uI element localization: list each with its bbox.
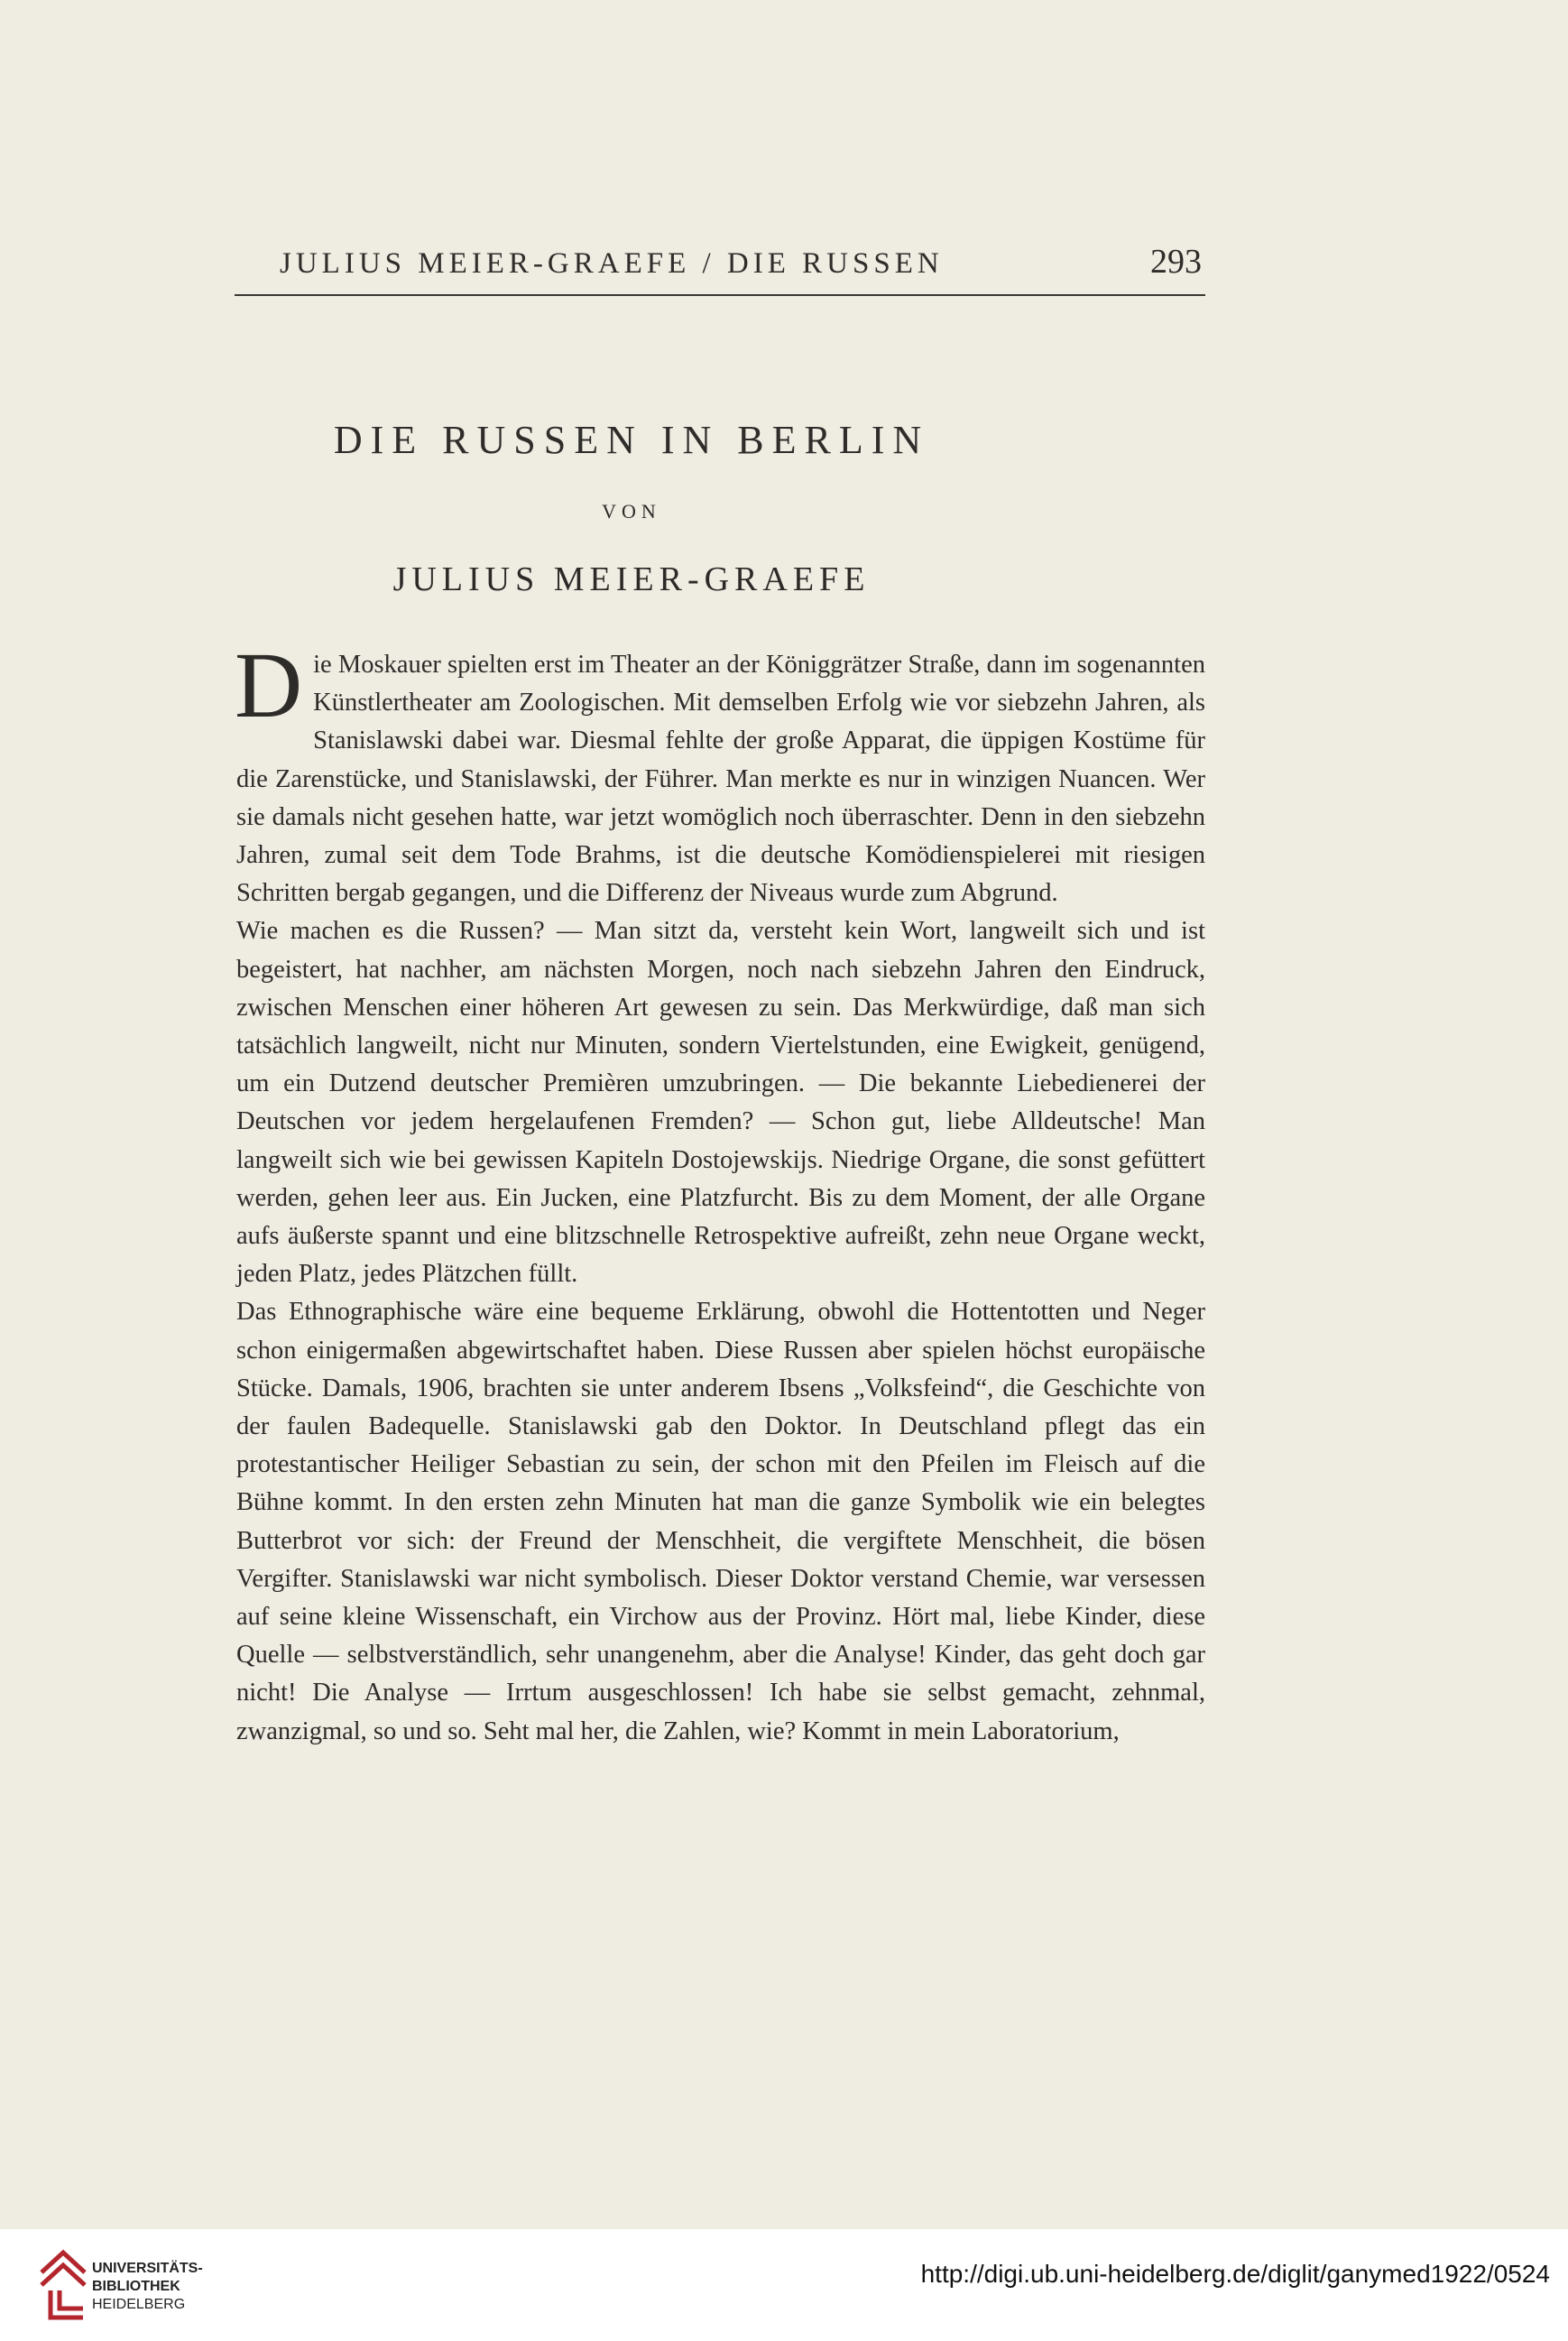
running-head (235, 242, 1205, 298)
article-title: DIE RUSSEN IN BERLIN (333, 418, 930, 462)
article-author: JULIUS MEIER-GRAEFE (392, 560, 871, 598)
paragraph-2: Wie machen es die Russen? — Man sitzt da, versteht kein Wort, langweilt sich und ist begeistert, hat nachher, am nächsten Morgen, noch nach siebzehn Jahren den Eindruck, zwischen Menschen einer höheren Art gewesen zu sein. Das Merkwürdige, daß man sich tatsächlich langweilt, nicht nur Minuten, sondern Viertelstunden, eine Ewigkeit, genügend, um ein Dutzend deutscher Premièren umzubringen. — Die bekannte Liebedienerei der Deutschen vor jedem hergelaufenen Fremden? — Schon gut, liebe Alldeutsche! Man langweilt sich wie bei gewissen Kapiteln Dostojewskijs. Niedrige Organe, die sonst gefüttert werden, gehen leer aus. Ein Jucken, eine Platzfurcht. Bis zu dem Moment, der alle Organe aufs äußerste spannt und eine blitzschnelle Retrospektive aufreißt, zehn neue Organe weckt, jeden Platz, jedes Plätzchen füllt. (236, 917, 1205, 1289)
running-head-title: JULIUS MEIER-GRAEFE / DIE RUSSEN (280, 247, 944, 280)
drop-cap: D (235, 634, 303, 737)
digitization-footer (0, 2229, 1568, 2341)
article-body (235, 634, 1205, 1751)
byline-prefix: VON (602, 500, 661, 523)
library-name (92, 2260, 203, 2314)
paragraph-1 (235, 634, 1205, 912)
paragraph-1-text: ie Moskauer spielten erst im Theater an der Königgrätzer Straße, dann im sogenannten Künstlertheater am Zoologischen. Mit demselben Erfolg wie vor siebzehn Jahren, als Stanislawski dabei war. Diesmal fehlte der große Apparat, die üppigen Kostüme für die Zarenstücke, und Stanislawski, der Führer. Man merkte es nur in winzigen Nuancen. Wer sie damals nicht gesehen hatte, war jetzt womöglich noch überraschter. Denn in den siebzehn Jahren, zumal seit dem Tode Brahms, ist die deutsche Komödienspielerei mit riesigen Schritten bergab gegangen, und die Differenz der Niveaus wurde zum Abgrund. (236, 651, 1205, 908)
header-rule (235, 294, 1205, 296)
page-number: 293 (1150, 243, 1202, 281)
library-name-line-3: HEIDELBERG (92, 2297, 186, 2312)
library-name-line-1: UNIVERSITÄTS- (92, 2261, 203, 2276)
library-logo-icon (32, 2245, 90, 2321)
paragraph-3: Das Ethnographische wäre eine bequeme Erklärung, obwohl die Hottentotten und Neger schon einigermaßen abgewirtschaftet haben. Diese Russen aber spielen höchst europäische Stücke. Damals, 1906, brachten sie unter anderem Ibsens „Volksfeind“, die Geschichte von der faulen Badequelle. Stanislawski gab den Doktor. In Deutschland pflegt das ein protestantischer Heiliger Sebastian zu sein, der schon mit den Pfeilen im Fleisch auf die Bühne kommt. In den ersten zehn Minuten hat man die ganze Symbolik wie ein belegtes Butterbrot vor sich: der Freund der Menschheit, die vergiftete Menschheit, die bösen Vergifter. Stanislawski war nicht symbolisch. Dieser Doktor verstand Chemie, war versessen auf seine kleine Wissenschaft, ein Virchow aus der Provinz. Hört mal, liebe Kinder, diese Quelle — selbstverständlich, sehr unangenehm, aber die Analyse! Kinder, das geht doch gar nicht! Die Analyse — Irrtum ausgeschlossen! Ich habe sie selbst gemacht, zehnmal, zwanzigmal, so und so. Seht mal her, die Zahlen, wie? Kommt in mein Laboratorium, (236, 1298, 1205, 1745)
source-url-link[interactable]: http://digi.ub.uni-heidelberg.de/diglit/ganymed1922/0524 (920, 2260, 1550, 2288)
library-name-line-2: BIBLIOTHEK (92, 2279, 180, 2294)
